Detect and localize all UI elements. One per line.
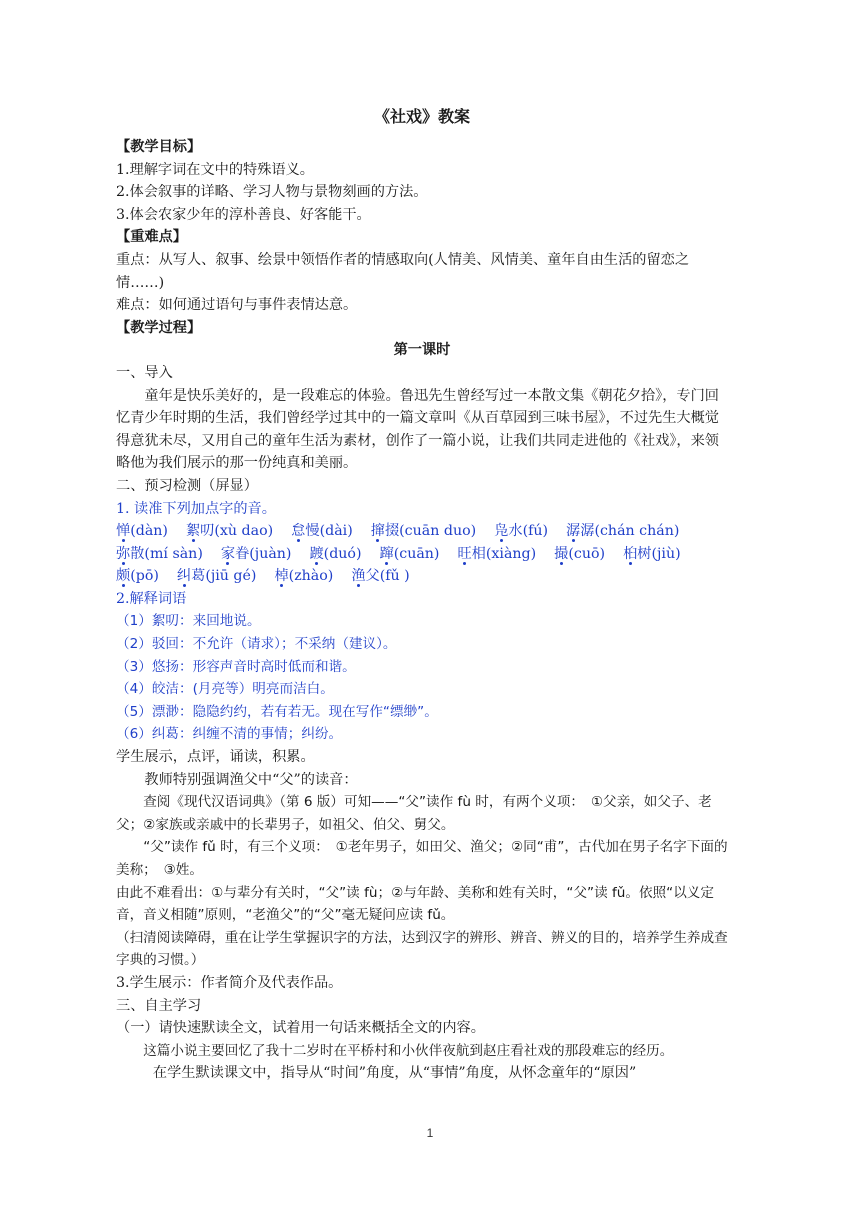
dotted-char: 棹: [274, 568, 289, 585]
explain-title: 2.解释词语: [116, 590, 187, 607]
intro-paragraph: 童年是快乐美好的，是一段难忘的体验。鲁迅先生曾经写过一本散文集《朝花夕拾》，专门回忆青少年时期的生活，我们曾经学过其中的一篇文章叫《从百草园到三味书屋》，不过先生大概觉得意犹未尽，又用自己的童年生活为素材，创作了一篇小说，让我们共同走进他的《社戏》，来领略他为我们展示的那一份纯真和美丽。: [116, 387, 719, 472]
pinyin-text: (fú): [522, 523, 549, 540]
pinyin-text: (dài): [319, 523, 353, 540]
pinyin-text: (fǔ ): [379, 568, 410, 585]
explain-item-3: （3）悠扬：形容声音时高时低而和谐。: [116, 658, 356, 675]
dotted-char: 絮: [185, 523, 201, 540]
pinyin-item: [457, 546, 536, 562]
guide-paragraph: 在学生默读课文中，指导从“时间”角度，从“事情”角度，从怀念童年的“原因”: [152, 1065, 637, 1082]
document-body: [116, 100, 728, 1085]
pinyin-text: (pō): [130, 568, 159, 585]
dotted-char: 撮: [554, 545, 569, 562]
dotted-char: 渔: [351, 568, 366, 585]
dotted-char: 弥: [116, 545, 131, 562]
pinyin-item: [554, 546, 605, 562]
pinyin-text: (cuān duo): [399, 523, 477, 540]
explain-item-5: （5）漂渺：隐隐约约，若有若无。现在写作“缥缈”。: [116, 703, 438, 720]
plain-char: 潺: [580, 523, 595, 540]
dotted-char: 撺: [370, 523, 385, 540]
pinyin-text: (mí sàn): [144, 545, 203, 562]
pinyin-text: (dàn): [130, 523, 168, 540]
plain-char: 树: [637, 545, 652, 562]
pinyin-item: [186, 523, 273, 539]
pinyin-text: (cuō): [568, 545, 606, 562]
read-title: 1. 读准下列加点字的音。: [116, 500, 276, 517]
dotted-char: 怠: [291, 523, 306, 540]
show-line: 学生展示，点评，诵读，积累。: [116, 749, 315, 766]
pinyin-text: (jiù): [651, 545, 681, 562]
plain-char: 葛: [191, 568, 206, 585]
summary-paragraph: 这篇小说主要回忆了我十二岁时在平桥村和小伙伴夜航到赵庄看社戏的那段难忘的经历。: [143, 1042, 674, 1059]
pinyin-text: (xiàng): [485, 545, 537, 562]
pinyin-item: [309, 546, 361, 562]
fu3-line: “父”读作 fǔ 时，有三个义项： ①老年男子，如田父、渔父；②同“甫”，古代加在男子名字下面的美称； ③姓。: [116, 839, 728, 878]
dotted-char: 旺: [457, 545, 472, 562]
pinyin-item: [291, 523, 353, 539]
goal-3: 3.体会农家少年的淳朴善良、好客能干。: [116, 206, 371, 223]
explain-item-2: （2）驳回：不允许（请求）；不采纳（建议）。: [116, 636, 397, 653]
dotted-char: 踱: [309, 545, 324, 562]
key-point: 重点：从写人、叙事、绘景中领悟作者的情感取向(人情美、风情美、童年自由生活的留恋之情……): [116, 251, 690, 291]
section-key-heading: 【重难点】: [116, 229, 187, 246]
dotted-char: 颇: [116, 568, 131, 585]
dotted-char: 纠: [176, 568, 192, 585]
dotted-char: 惮: [116, 523, 131, 540]
pinyin-item: [221, 546, 292, 562]
pinyin-text: (cuān): [393, 545, 440, 562]
pinyin-item: [116, 546, 203, 562]
plain-char: 水: [508, 523, 523, 540]
goal-2: 2.体会叙事的详略、学习人物与景物刻画的方法。: [116, 184, 428, 201]
explain-item-1: （1）絮叨：来回地说。: [116, 613, 261, 630]
dotted-char: 凫: [494, 523, 509, 540]
note-line: （扫清阅读障碍，重在让学生掌握识字的方法，达到汉字的辨形、辨音、辨义的目的，培养学生养成查字典的习惯。）: [116, 929, 728, 969]
pinyin-item: [116, 523, 168, 539]
pinyin-text: (zhào): [288, 568, 334, 585]
dotted-char: 蹿: [379, 545, 394, 562]
section-goals-heading: 【教学目标】: [116, 139, 202, 155]
pinyin-text: (duó): [323, 545, 362, 562]
pinyin-item: [380, 546, 440, 562]
pinyin-row-2: [116, 543, 728, 566]
part-1-heading: 一、导入: [116, 364, 173, 381]
pinyin-row-1: [116, 520, 728, 543]
dictionary-line: 查阅《现代汉语词典》（第 6 版）可知——“父”读作 fù 时，有两个义项： ①父亲，如父子、老父；②家族或亲戚中的长辈男子，如祖父、伯父、舅父。: [116, 794, 712, 833]
plain-char: 慢: [305, 523, 320, 540]
pinyin-text: (jiū gé): [205, 568, 257, 585]
pinyin-text: (chán chán): [594, 523, 680, 540]
section-process-heading: 【教学过程】: [116, 319, 202, 336]
pinyin-text: (xù dao): [214, 523, 274, 540]
explain-item-4: （4）皎洁：(月亮等）明亮而洁白。: [116, 681, 334, 698]
dotted-char: 家: [220, 545, 236, 562]
pinyin-text: (juàn): [249, 545, 292, 562]
part-3-heading: 三、自主学习: [116, 997, 202, 1014]
pinyin-item: [566, 523, 679, 539]
part-2-heading: 二、预习检测（屏显）: [116, 477, 258, 494]
plain-char: 散: [130, 545, 145, 562]
conclusion-line: 由此不难看出：①与辈分有关时，“父”读 fù；②与年龄、美称和姓有关时，“父”读 fǔ。依照“以义定音，音义相随”原则，“老渔父”的“父”毫无疑问应读 fǔ。: [116, 884, 714, 924]
pinyin-item: [371, 523, 476, 539]
plain-char: 相: [471, 545, 486, 562]
pinyin-item: [494, 523, 548, 539]
explain-item-6: （6）纠葛：纠缠不清的事情；纠纷。: [116, 726, 343, 743]
pinyin-item: [177, 568, 257, 584]
author-line: 3.学生展示：作者简介及代表作品。: [116, 974, 343, 991]
dotted-char: 潺: [566, 523, 581, 540]
document-title: 《社戏》教案: [373, 107, 470, 126]
page-number: 1: [426, 1126, 434, 1140]
task-1: （一）请快速默读全文，试着用一句话来概括全文的内容。: [116, 1020, 485, 1037]
pinyin-row-3: [116, 565, 728, 588]
plain-char: 父: [365, 568, 380, 585]
pinyin-item: [623, 546, 681, 562]
plain-char: 叨: [200, 523, 215, 540]
teacher-line: 教师特别强调渔父中“父”的读音：: [144, 771, 358, 788]
pinyin-item: [351, 568, 409, 584]
pinyin-item: [274, 568, 333, 584]
plain-char: 掇: [384, 523, 400, 540]
lesson-heading: 第一课时: [393, 342, 451, 359]
pinyin-item: [116, 568, 159, 584]
plain-char: 眷: [235, 545, 250, 562]
difficult-point: 难点：如何通过语句与事件表情达意。: [116, 297, 358, 314]
goal-1: 1.理解字词在文中的特殊语义。: [116, 161, 314, 178]
dotted-char: 桕: [623, 545, 638, 562]
